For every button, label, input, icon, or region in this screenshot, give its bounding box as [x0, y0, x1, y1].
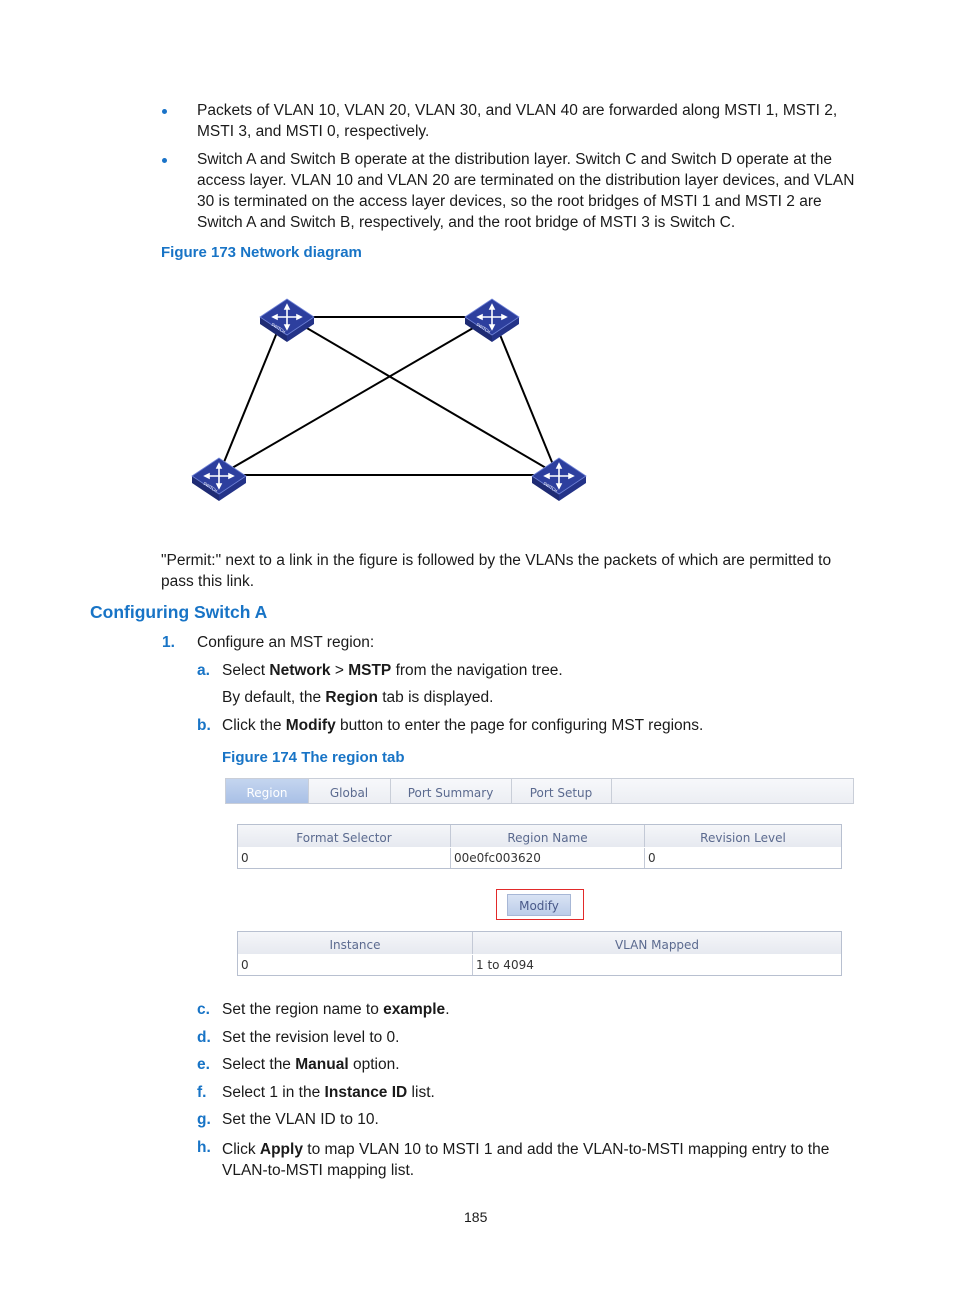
tab-port-summary[interactable]: Port Summary — [390, 779, 512, 803]
step-text: Configure an MST region: — [197, 634, 375, 651]
sub-step-text: Select Network > MSTP from the navigation tree. — [222, 662, 563, 679]
sub-step-letter: e. — [197, 1056, 210, 1073]
figure-caption: Figure 174 The region tab — [222, 749, 405, 766]
vlan-mapped-value: 1 to 4094 — [476, 958, 534, 972]
link — [220, 317, 492, 475]
sub-step-text: Set the region name to example. — [222, 1001, 450, 1018]
sub-step-letter: g. — [197, 1111, 211, 1128]
column-header: Region Name — [451, 825, 645, 847]
permit-note: "Permit:" next to a link in the figure is followed by the VLANs the packets of which are permitted to pass this link. — [161, 552, 832, 590]
tab-bar — [225, 778, 854, 804]
tab-global[interactable]: Global — [308, 779, 391, 803]
sub-step-text: Click the Modify button to enter the page for configuring MST regions. — [222, 717, 704, 734]
section-title: Configuring Switch A — [90, 602, 268, 622]
region-name-value: 00e0fc003620 — [451, 848, 645, 868]
sub-step-letter: c. — [197, 1001, 210, 1018]
link — [496, 325, 554, 467]
page-number: 185 — [464, 1209, 488, 1225]
network-diagram: SWITCH — [180, 285, 600, 510]
modify-button[interactable]: Modify — [507, 894, 571, 916]
step-number: 1. — [162, 634, 175, 651]
sub-step-note: By default, the Region tab is displayed. — [222, 689, 494, 706]
link — [288, 317, 558, 475]
bullet-text: Packets of VLAN 10, VLAN 20, VLAN 30, and VLAN 40 are forwarded along MSTI 1, MSTI 2, MSTI 3, and MSTI 0, respectively. — [197, 102, 838, 140]
figure-caption: Figure 173 Network diagram — [161, 244, 362, 261]
column-header: Revision Level — [645, 825, 841, 847]
sub-step-letter: a. — [197, 662, 210, 679]
bullet-dot — [162, 158, 167, 163]
format-selector-value: 0 — [238, 848, 451, 868]
column-header: VLAN Mapped — [473, 932, 841, 954]
sub-step-letter: b. — [197, 717, 211, 734]
tab-port-setup[interactable]: Port Setup — [511, 779, 612, 803]
sub-step-letter: d. — [197, 1029, 211, 1046]
column-header: Format Selector — [238, 825, 451, 847]
bullet-dot — [162, 109, 167, 114]
region-table — [237, 824, 842, 869]
revision-level-value: 0 — [648, 851, 656, 865]
sub-step-text: Select 1 in the Instance ID list. — [222, 1084, 435, 1101]
sub-step-letter: f. — [197, 1084, 207, 1101]
bullet-text: Switch A and Switch B operate at the distribution layer. Switch C and Switch D operate at the access layer. VLAN 10 and VLAN 20 are terminated on the distribution layer devices, and VLAN 30 is terminated on the access layer devices, so the root bridges of MSTI 1 and MSTI 2 are Switch A and Switch B, respectively, and the root bridge of MSTI 3 is Switch C. — [197, 151, 855, 231]
instance-table — [237, 931, 842, 976]
switch-b-icon — [465, 299, 519, 342]
sub-step-text: Click Apply to map VLAN 10 to MSTI 1 and add the VLAN-to-MSTI mapping entry to the VLAN-to-MSTI mapping list. — [222, 1141, 830, 1179]
sub-step-text: Set the revision level to 0. — [222, 1029, 400, 1046]
links — [220, 317, 558, 475]
instance-value: 0 — [238, 955, 473, 975]
sub-step-letter: h. — [197, 1139, 211, 1156]
tab-region[interactable]: Region — [226, 779, 309, 803]
column-header: Instance — [238, 932, 473, 954]
switch-a-icon — [260, 299, 314, 342]
sub-step-text: Set the VLAN ID to 10. — [222, 1111, 379, 1128]
sub-step-text: Select the Manual option. — [222, 1056, 400, 1073]
